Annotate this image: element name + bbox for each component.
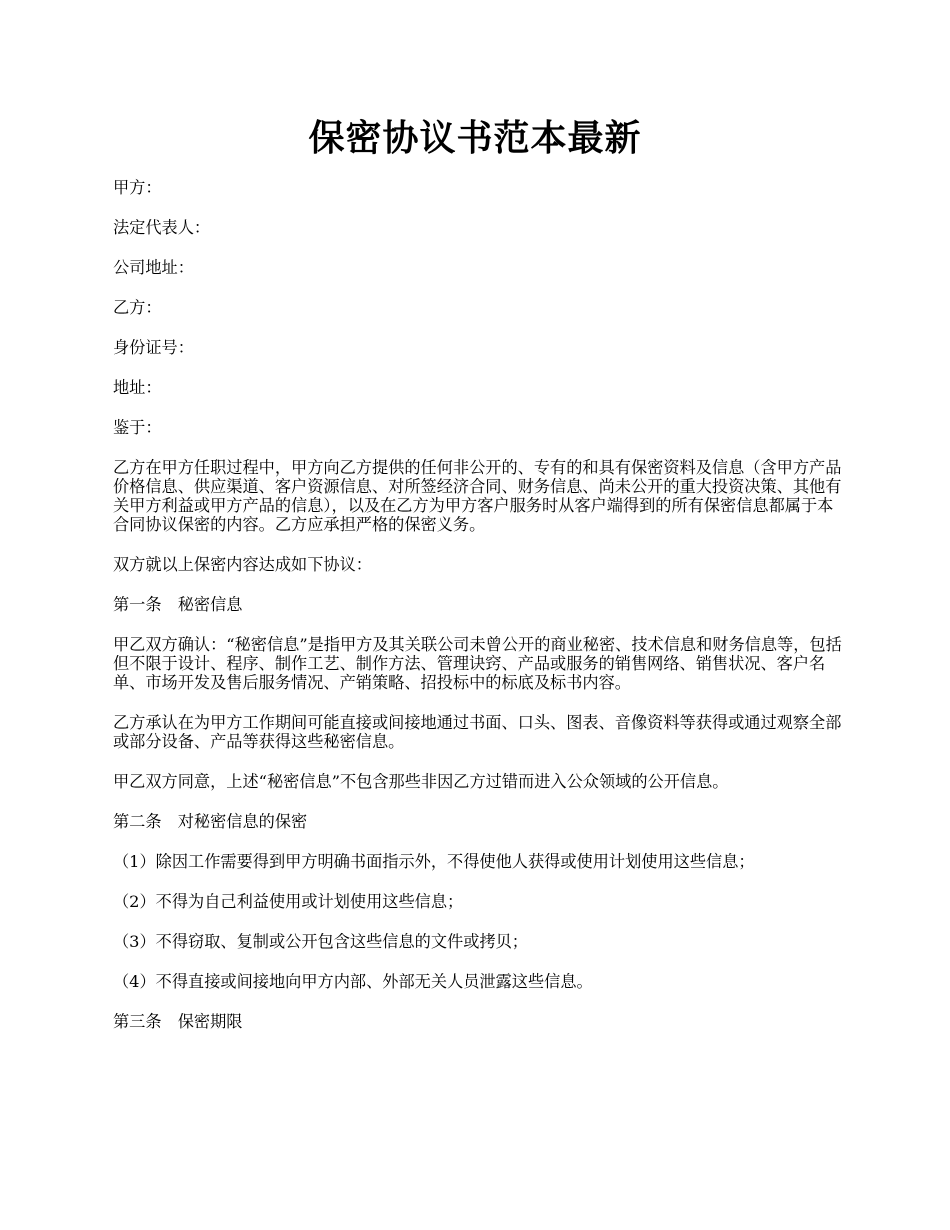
field-whereas: 鉴于：: [113, 418, 162, 437]
article-2-item: （1）除因工作需要得到甲方明确书面指示外，不得使他人获得或使用计划使用这些信息；: [113, 852, 755, 871]
field-party-b: 乙方：: [113, 298, 162, 317]
field-legal-representative: 法定代表人：: [113, 218, 211, 237]
article-1-paragraph: 甲乙双方同意，上述“秘密信息”不包含那些非因乙方过错而进入公众领域的公开信息。: [113, 772, 729, 791]
article-1-heading: 第一条 秘密信息: [113, 595, 243, 614]
article-2-heading: 第二条 对秘密信息的保密: [113, 812, 308, 831]
article-2-item: （3）不得窃取、复制或公开包含这些信息的文件或拷贝；: [113, 932, 528, 951]
article-2-item: （2）不得为自己利益使用或计划使用这些信息；: [113, 892, 464, 911]
field-address: 地址：: [113, 378, 162, 397]
field-party-a: 甲方：: [113, 178, 162, 197]
field-id-number: 身份证号：: [113, 338, 194, 357]
preamble-paragraph: 乙方在甲方任职过程中，甲方向乙方提供的任何非公开的、专有的和具有保密资料及信息（含甲方产品价格信息、供应渠道、客户资源信息、对所签经济合同、财务信息、尚未公开的重大投资决策、其他有关甲方利益或甲方产品的信息），以及在乙方为甲方客户服务时从客户端得到的所有保密信息都属于本合同协议保密的内容。乙方应承担严格的保密义务。: [113, 458, 842, 534]
article-3-heading: 第三条 保密期限: [113, 1012, 243, 1031]
field-company-address: 公司地址：: [113, 258, 194, 277]
article-2-item: （4）不得直接或间接地向甲方内部、外部无关人员泄露这些信息。: [113, 972, 593, 991]
document-body: [113, 178, 843, 1052]
document-title: 保密协议书范本最新: [308, 117, 642, 159]
article-1-paragraph: 甲乙双方确认：“秘密信息”是指甲方及其关联公司未曾公开的商业秘密、技术信息和财务信息等，包括但不限于设计、程序、制作工艺、制作方法、管理诀窍、产品或服务的销售网络、销售状况、客户名单、市场开发及售后服务情况、产销策略、招投标中的标底及标书内容。: [113, 635, 842, 692]
article-1-paragraph: 乙方承认在为甲方工作期间可能直接或间接地通过书面、口头、图表、音像资料等获得或通过观察全部或部分设备、产品等获得这些秘密信息。: [113, 713, 842, 751]
agreement-intro: 双方就以上保密内容达成如下协议：: [113, 555, 372, 574]
